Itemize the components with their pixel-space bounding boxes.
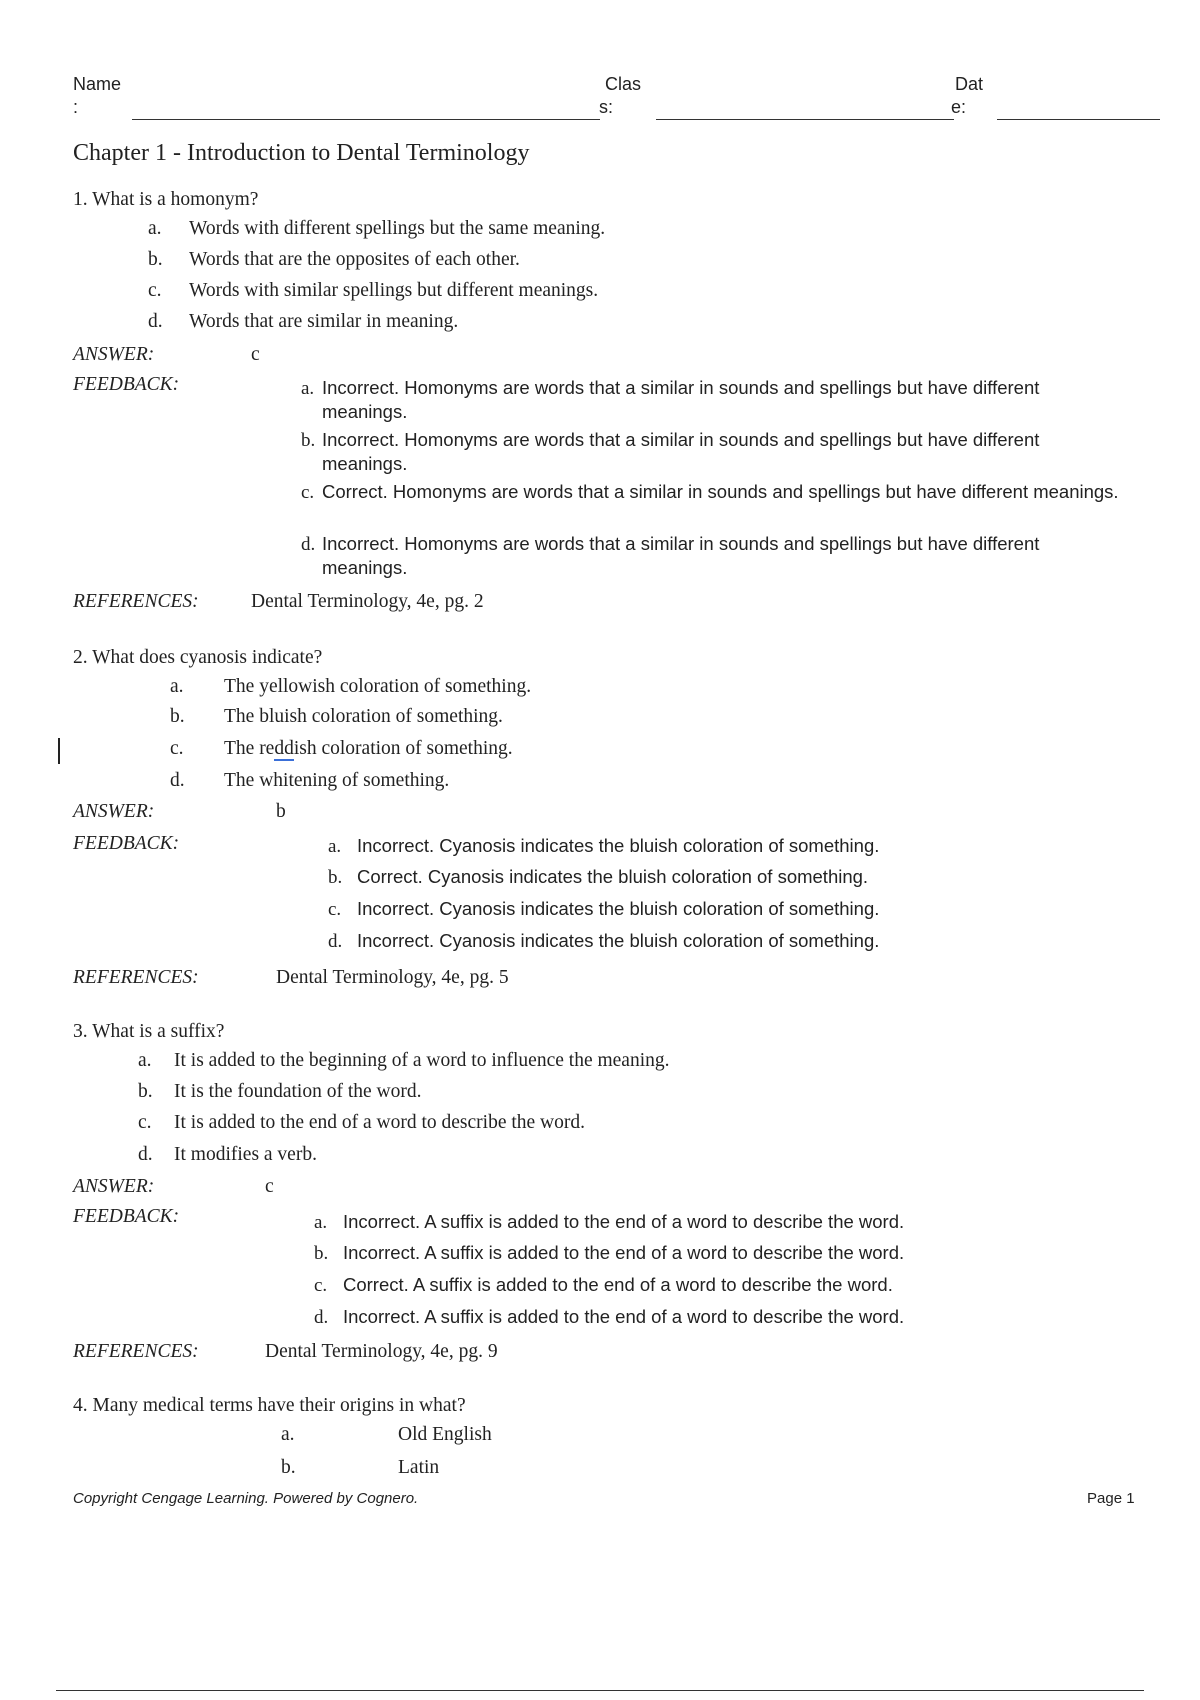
answer-value: c <box>251 344 260 365</box>
answer-value: b <box>276 801 286 822</box>
feedback-label: FEEDBACK: <box>73 1206 180 1227</box>
option-letter: a. <box>170 676 184 697</box>
feedback-text: Correct. A suffix is added to the end of a word to describe the word. <box>343 1274 893 1295</box>
copyright-text: Copyright Cengage Learning. Powered by Cognero. <box>73 1490 419 1507</box>
feedback-letter: d. <box>314 1307 329 1328</box>
feedback-text: Incorrect. Cyanosis indicates the bluish coloration of something. <box>357 835 880 856</box>
option-letter: a. <box>148 218 162 239</box>
option-letter: a. <box>138 1050 152 1071</box>
question-text: 3. What is a suffix? <box>73 1021 225 1042</box>
page-break-rule <box>56 1690 1144 1691</box>
feedback-letter: b. <box>328 867 343 888</box>
class-label-suffix: s: <box>599 97 614 117</box>
option-text-part: The re <box>224 738 275 759</box>
option-text: Latin <box>398 1457 440 1478</box>
option-text <box>224 738 513 760</box>
references-label: REFERENCES: <box>73 591 199 612</box>
feedback-text: Incorrect. A suffix is added to the end of a word to describe the word. <box>343 1211 905 1232</box>
option-letter: d. <box>148 311 163 332</box>
references-label: REFERENCES: <box>73 1341 199 1362</box>
option-text: The whitening of something. <box>224 770 450 791</box>
feedback-letter: d. <box>301 534 316 555</box>
question-text: 1. What is a homonym? <box>73 189 259 210</box>
spell-check-underline: dd <box>274 738 294 759</box>
option-text: It modifies a verb. <box>174 1144 317 1165</box>
name-field[interactable] <box>132 119 600 120</box>
feedback-letter: a. <box>314 1212 328 1233</box>
name-label: Name <box>73 74 122 94</box>
option-text: It is added to the beginning of a word to influence the meaning. <box>174 1050 670 1071</box>
date-field[interactable] <box>997 119 1160 120</box>
option-text: It is added to the end of a word to describe the word. <box>174 1112 586 1133</box>
option-letter: c. <box>170 738 184 759</box>
question-text: 4. Many medical terms have their origins in what? <box>73 1395 466 1416</box>
option-text: Words with different spellings but the same meaning. <box>189 218 606 239</box>
text-cursor <box>58 738 60 764</box>
option-letter: d. <box>170 770 185 791</box>
option-text: Words that are the opposites of each other. <box>189 249 520 270</box>
feedback-text: Incorrect. Cyanosis indicates the bluish coloration of something. <box>357 898 880 919</box>
class-field[interactable] <box>656 119 954 120</box>
feedback-text: Incorrect. Cyanosis indicates the bluish coloration of something. <box>357 930 880 951</box>
option-letter: d. <box>138 1144 153 1165</box>
feedback-text: Incorrect. A suffix is added to the end of a word to describe the word. <box>343 1306 905 1327</box>
option-letter: b. <box>170 706 185 727</box>
question-text: 2. What does cyanosis indicate? <box>73 647 323 668</box>
option-text: Words that are similar in meaning. <box>189 311 459 332</box>
feedback-text: Incorrect. Homonyms are words that a similar in sounds and spellings but have different meanings. <box>322 377 1040 422</box>
name-label-colon: : <box>73 97 79 117</box>
option-text: The yellowish coloration of something. <box>224 676 532 697</box>
feedback-label: FEEDBACK: <box>73 833 180 854</box>
feedback-letter: a. <box>301 378 315 399</box>
references-value: Dental Terminology, 4e, pg. 2 <box>251 591 484 612</box>
feedback-letter: c. <box>314 1275 328 1296</box>
feedback-label: FEEDBACK: <box>73 374 180 395</box>
answer-label: ANSWER: <box>73 344 155 365</box>
option-letter: b. <box>138 1081 153 1102</box>
option-letter: c. <box>138 1112 152 1133</box>
option-text: Words with similar spellings but different meanings. <box>189 280 599 301</box>
option-text: The bluish coloration of something. <box>224 706 503 727</box>
page-title: Chapter 1 - Introduction to Dental Terminology <box>73 140 530 166</box>
option-letter: b. <box>281 1457 296 1478</box>
feedback-letter: c. <box>328 899 342 920</box>
feedback-letter: d. <box>328 931 343 952</box>
feedback-letter: c. <box>301 482 315 503</box>
answer-label: ANSWER: <box>73 1176 155 1197</box>
option-text-part: ish coloration of something. <box>293 738 513 759</box>
answer-value: c <box>265 1176 274 1197</box>
answer-label: ANSWER: <box>73 801 155 822</box>
references-value: Dental Terminology, 4e, pg. 5 <box>276 967 509 988</box>
date-label-suffix: e: <box>951 97 967 117</box>
feedback-text: Correct. Cyanosis indicates the bluish coloration of something. <box>357 866 869 887</box>
option-letter: c. <box>148 280 162 301</box>
option-text: It is the foundation of the word. <box>174 1081 422 1102</box>
option-letter: a. <box>281 1424 295 1445</box>
class-label: Clas <box>605 74 642 94</box>
feedback-text: Incorrect. Homonyms are words that a similar in sounds and spellings but have different meanings. <box>322 533 1040 578</box>
feedback-letter: b. <box>301 430 316 451</box>
feedback-text: Correct. Homonyms are words that a similar in sounds and spellings but have different meanings. <box>322 481 1119 502</box>
feedback-text: Incorrect. A suffix is added to the end of a word to describe the word. <box>343 1242 905 1263</box>
option-text: Old English <box>398 1424 492 1445</box>
option-letter: b. <box>148 249 163 270</box>
page-number: Page 1 <box>1087 1490 1135 1507</box>
date-label: Dat <box>955 74 984 94</box>
feedback-letter: b. <box>314 1243 329 1264</box>
references-value: Dental Terminology, 4e, pg. 9 <box>265 1341 498 1362</box>
references-label: REFERENCES: <box>73 967 199 988</box>
feedback-text: Incorrect. Homonyms are words that a similar in sounds and spellings but have different meanings. <box>322 429 1040 474</box>
feedback-letter: a. <box>328 836 342 857</box>
